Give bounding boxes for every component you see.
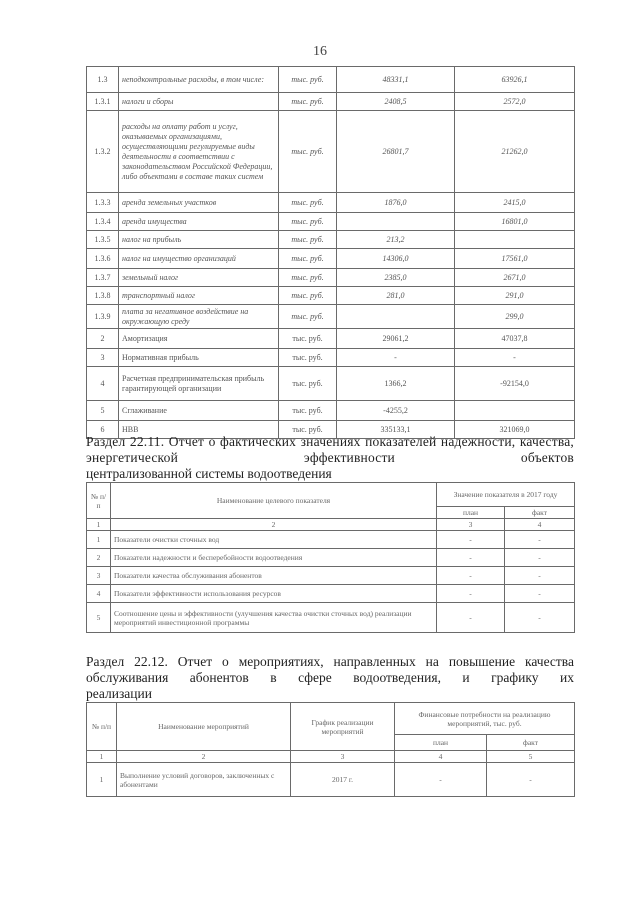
header-num: № п/п bbox=[87, 703, 117, 751]
row-plan-value: 14306,0 bbox=[337, 249, 455, 269]
row-plan-value bbox=[337, 305, 455, 329]
reliability-indicators-table bbox=[86, 482, 575, 633]
row-fact-value: 2671,0 bbox=[455, 269, 575, 287]
row-plan-value: - bbox=[437, 567, 505, 585]
row-fact-value bbox=[455, 401, 575, 421]
row-number: 1.3.8 bbox=[87, 287, 119, 305]
row-number: 1.3.5 bbox=[87, 231, 119, 249]
section-22-12-heading: Раздел 22.12. Отчет о мероприятиях, направленных на повышение качества обслуживания абонентов в сфере водоотведения, и графику их bbox=[86, 654, 574, 685]
row-plan-value: 213,2 bbox=[337, 231, 455, 249]
row-number: 1.3.9 bbox=[87, 305, 119, 329]
table-row bbox=[87, 531, 575, 549]
row-plan-value: 281,0 bbox=[337, 287, 455, 305]
row-unit: тыс. руб. bbox=[279, 329, 337, 349]
table-row bbox=[87, 111, 575, 193]
row-unit: тыс. руб. bbox=[279, 401, 337, 421]
row-plan-value bbox=[337, 213, 455, 231]
row-fact-value: 47037,8 bbox=[455, 329, 575, 349]
header-schedule: График реализации мероприятий bbox=[291, 703, 395, 751]
row-name: аренда имущества bbox=[119, 213, 279, 231]
table-row bbox=[87, 349, 575, 367]
row-number: 1 bbox=[87, 763, 117, 797]
row-plan-value: - bbox=[437, 549, 505, 567]
row-name: Расчетная предпринимательская прибыль гарантирующей организации bbox=[119, 367, 279, 401]
row-name: Нормативная прибыль bbox=[119, 349, 279, 367]
row-fact-value bbox=[455, 231, 575, 249]
row-fact-value: - bbox=[487, 763, 575, 797]
row-schedule: 2017 г. bbox=[291, 763, 395, 797]
row-number: 3 bbox=[87, 349, 119, 367]
row-unit: тыс. руб. bbox=[279, 111, 337, 193]
row-number: 3 bbox=[87, 567, 111, 585]
table-row bbox=[87, 305, 575, 329]
row-plan-value: 1366,2 bbox=[337, 367, 455, 401]
table-row bbox=[87, 269, 575, 287]
row-number: 5 bbox=[87, 603, 111, 633]
col-num-3: 3 bbox=[437, 519, 505, 531]
table-row bbox=[87, 249, 575, 269]
table-row bbox=[87, 67, 575, 93]
row-name: плата за негативное воздействие на окружающую среду bbox=[119, 305, 279, 329]
row-name: Амортизация bbox=[119, 329, 279, 349]
row-number: 4 bbox=[87, 367, 119, 401]
table-row bbox=[87, 93, 575, 111]
row-number: 1.3.1 bbox=[87, 93, 119, 111]
table-row bbox=[87, 367, 575, 401]
header-name: Наименование целевого показателя bbox=[111, 483, 437, 519]
header-finance: Финансовые потребности на реализацию мероприятий, тыс. руб. bbox=[395, 703, 575, 735]
table-row bbox=[87, 231, 575, 249]
page-number: 16 bbox=[313, 44, 327, 59]
table-row bbox=[87, 549, 575, 567]
table-row bbox=[87, 603, 575, 633]
row-plan-value: - bbox=[437, 603, 505, 633]
row-unit: тыс. руб. bbox=[279, 287, 337, 305]
section-22-11-heading-line3: централизованной системы водоотведения bbox=[86, 466, 332, 481]
section-22-12-heading-line3: реализации bbox=[86, 686, 152, 701]
financial-indicators-table bbox=[86, 66, 575, 439]
row-plan-value: - bbox=[337, 349, 455, 367]
row-fact-value: - bbox=[455, 349, 575, 367]
header-value: Значение показателя в 2017 году bbox=[437, 483, 575, 507]
row-number: 1.3.2 bbox=[87, 111, 119, 193]
row-number: 2 bbox=[87, 329, 119, 349]
header-name: Наименование мероприятий bbox=[117, 703, 291, 751]
header-num: № п/п bbox=[87, 483, 111, 519]
row-number: 4 bbox=[87, 585, 111, 603]
table-row bbox=[87, 329, 575, 349]
row-fact-value: - bbox=[505, 531, 575, 549]
row-number: 1 bbox=[87, 531, 111, 549]
row-unit: тыс. руб. bbox=[279, 93, 337, 111]
row-unit: тыс. руб. bbox=[279, 249, 337, 269]
row-fact-value: 17561,0 bbox=[455, 249, 575, 269]
row-plan-value: 48331,1 bbox=[337, 67, 455, 93]
row-name: Сглаживание bbox=[119, 401, 279, 421]
table-row bbox=[87, 401, 575, 421]
row-unit: тыс. руб. bbox=[279, 213, 337, 231]
row-plan-value: 1876,0 bbox=[337, 193, 455, 213]
row-number: 1.3.4 bbox=[87, 213, 119, 231]
table-row bbox=[87, 193, 575, 213]
row-unit: тыс. руб. bbox=[279, 349, 337, 367]
row-fact-value: - bbox=[505, 585, 575, 603]
row-name: аренда земельных участков bbox=[119, 193, 279, 213]
row-fact-value: 21262,0 bbox=[455, 111, 575, 193]
row-name: налог на прибыль bbox=[119, 231, 279, 249]
row-name: Соотношение цены и эффективности (улучшения качества очистки сточных вод) реализации мероприятий инвестиционной программы bbox=[111, 603, 437, 633]
row-plan-value: - bbox=[395, 763, 487, 797]
row-fact-value: - bbox=[505, 603, 575, 633]
row-unit: тыс. руб. bbox=[279, 67, 337, 93]
row-fact-value: 291,0 bbox=[455, 287, 575, 305]
col-num-4: 4 bbox=[505, 519, 575, 531]
row-number: 2 bbox=[87, 549, 111, 567]
row-plan-value: 29061,2 bbox=[337, 329, 455, 349]
row-unit: тыс. руб. bbox=[279, 421, 337, 439]
row-plan-value: - bbox=[437, 531, 505, 549]
col-num-2: 2 bbox=[111, 519, 437, 531]
row-name: Выполнение условий договоров, заключенных с абонентами bbox=[117, 763, 291, 797]
row-fact-value: - bbox=[505, 567, 575, 585]
row-number: 1.3 bbox=[87, 67, 119, 93]
row-unit: тыс. руб. bbox=[279, 305, 337, 329]
row-fact-value: 2572,0 bbox=[455, 93, 575, 111]
row-unit: тыс. руб. bbox=[279, 231, 337, 249]
row-fact-value: 2415,0 bbox=[455, 193, 575, 213]
table-row bbox=[87, 287, 575, 305]
row-name: Показатели качества обслуживания абонентов bbox=[111, 567, 437, 585]
row-name: Показатели эффективности использования ресурсов bbox=[111, 585, 437, 603]
row-unit: тыс. руб. bbox=[279, 269, 337, 287]
service-measures-table bbox=[86, 702, 575, 797]
row-name: НВВ bbox=[119, 421, 279, 439]
table-row bbox=[87, 763, 575, 797]
row-name: Показатели очистки сточных вод bbox=[111, 531, 437, 549]
header-fact: факт bbox=[505, 507, 575, 519]
row-number: 6 bbox=[87, 421, 119, 439]
row-plan-value: -4255,2 bbox=[337, 401, 455, 421]
row-name: транспортный налог bbox=[119, 287, 279, 305]
row-fact-value: 321069,0 bbox=[455, 421, 575, 439]
row-fact-value: 16801,0 bbox=[455, 213, 575, 231]
row-plan-value: 2385,0 bbox=[337, 269, 455, 287]
section-22-11-heading: Раздел 22.11. Отчет о фактических значениях показателей надежности, качества, энергетической эффективности объектов bbox=[86, 434, 574, 465]
header-plan: план bbox=[437, 507, 505, 519]
row-number: 1.3.3 bbox=[87, 193, 119, 213]
row-number: 1.3.7 bbox=[87, 269, 119, 287]
row-fact-value: - bbox=[505, 549, 575, 567]
row-unit: тыс. руб. bbox=[279, 193, 337, 213]
table-row bbox=[87, 213, 575, 231]
table-row bbox=[87, 585, 575, 603]
row-plan-value: 2408,5 bbox=[337, 93, 455, 111]
row-fact-value: 299,0 bbox=[455, 305, 575, 329]
row-name: налоги и сборы bbox=[119, 93, 279, 111]
header-plan: план bbox=[395, 735, 487, 751]
row-name: расходы на оплату работ и услуг, оказываемых организациями, осуществляющими регулируемые виды деятельности в соответствии с законодательством Российской Федерации, либо объектами в составе таких систем bbox=[119, 111, 279, 193]
col-num-5: 5 bbox=[487, 751, 575, 763]
table-row bbox=[87, 567, 575, 585]
row-name: земельный налог bbox=[119, 269, 279, 287]
row-plan-value: 335133,1 bbox=[337, 421, 455, 439]
row-number: 1.3.6 bbox=[87, 249, 119, 269]
header-fact: факт bbox=[487, 735, 575, 751]
col-num-3: 3 bbox=[291, 751, 395, 763]
row-fact-value: -92154,0 bbox=[455, 367, 575, 401]
col-num-2: 2 bbox=[117, 751, 291, 763]
col-num-1: 1 bbox=[87, 519, 111, 531]
row-name: налог на имущество организаций bbox=[119, 249, 279, 269]
row-number: 5 bbox=[87, 401, 119, 421]
row-plan-value: 26801,7 bbox=[337, 111, 455, 193]
col-num-4: 4 bbox=[395, 751, 487, 763]
row-unit: тыс. руб. bbox=[279, 367, 337, 401]
row-name: Показатели надежности и бесперебойности водоотведения bbox=[111, 549, 437, 567]
row-plan-value: - bbox=[437, 585, 505, 603]
col-num-1: 1 bbox=[87, 751, 117, 763]
row-fact-value: 63926,1 bbox=[455, 67, 575, 93]
row-name: неподконтрольные расходы, в том числе: bbox=[119, 67, 279, 93]
